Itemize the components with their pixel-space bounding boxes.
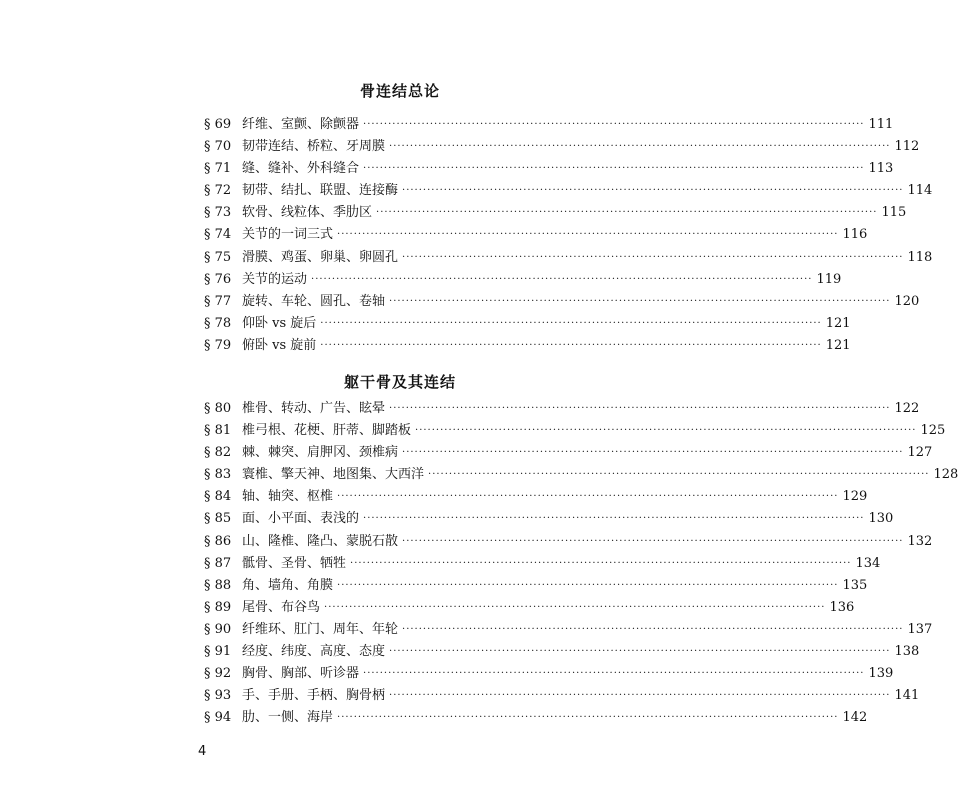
- dot-leader: ························································································································: [337, 229, 839, 241]
- toc-entry[interactable]: [204, 641, 920, 663]
- entry-number: § 93: [204, 688, 232, 704]
- entry-title: 轴、轴突、枢椎: [242, 489, 334, 505]
- entry-number: § 87: [204, 555, 232, 571]
- toc-entry[interactable]: [204, 442, 933, 464]
- entry-page: 137: [907, 621, 933, 637]
- toc-list-joints-general: [204, 114, 933, 357]
- entry-title: 韧带、结扎、联盟、连接酶: [242, 183, 399, 199]
- entry-page: 112: [894, 139, 920, 155]
- dot-leader: ························································································································: [402, 623, 904, 635]
- entry-title: 角、墙角、角膜: [242, 577, 334, 593]
- toc-entry[interactable]: [204, 247, 933, 269]
- entry-number: § 88: [204, 577, 232, 593]
- entry-page: 135: [842, 577, 868, 593]
- dot-leader: ························································································································: [311, 273, 813, 285]
- entry-title: 纤维、室颤、除颤器: [242, 117, 360, 132]
- entry-page: 116: [842, 227, 868, 243]
- entry-title: 旋转、车轮、圆孔、卷轴: [242, 293, 386, 309]
- entry-title: 骶骨、圣骨、牺牲: [242, 555, 347, 571]
- section-title-trunk-bones: 躯干骨及其连结: [343, 373, 456, 391]
- dot-leader: ························································································································: [402, 185, 904, 197]
- entry-title: 韧带连结、桥粒、牙周膜: [242, 139, 386, 155]
- entry-number: § 85: [204, 511, 232, 527]
- entry-page: 136: [829, 599, 855, 615]
- dot-leader: ························································································································: [389, 295, 891, 307]
- toc-entry[interactable]: [204, 136, 920, 158]
- toc-entry[interactable]: [204, 269, 842, 291]
- entry-number: § 78: [204, 315, 232, 331]
- entry-number: § 94: [204, 710, 232, 726]
- dot-leader: ························································································································: [389, 403, 891, 414]
- entry-number: § 77: [204, 293, 232, 309]
- entry-page: 128: [933, 467, 958, 483]
- entry-number: § 89: [204, 599, 232, 615]
- entry-page: 125: [920, 423, 946, 439]
- entry-title: 仰卧 vs 旋后: [242, 315, 317, 331]
- entry-title: 关节的一词三式: [242, 227, 334, 243]
- entry-title: 面、小平面、表浅的: [242, 511, 360, 527]
- entry-number: § 84: [204, 489, 232, 505]
- dot-leader: ························································································································: [415, 425, 917, 437]
- toc-entry[interactable]: [204, 508, 894, 530]
- entry-title: 俯卧 vs 旋前: [242, 337, 317, 353]
- entry-number: § 74: [204, 227, 232, 243]
- toc-entry[interactable]: [204, 114, 894, 136]
- toc-entry[interactable]: [204, 619, 933, 641]
- entry-page: 119: [816, 271, 842, 287]
- toc-entry[interactable]: [204, 224, 868, 246]
- dot-leader: ························································································································: [363, 513, 865, 525]
- toc-entry[interactable]: [204, 398, 920, 420]
- dot-leader: ························································································································: [363, 668, 865, 680]
- entry-number: § 80: [204, 401, 232, 416]
- entry-number: § 79: [204, 337, 232, 353]
- entry-title: 软骨、线粒体、季肋区: [242, 205, 373, 221]
- entry-number: § 86: [204, 533, 232, 549]
- entry-page: 139: [868, 666, 894, 682]
- entry-number: § 75: [204, 249, 232, 265]
- entry-title: 寰椎、擎天神、地图集、大西洋: [242, 467, 425, 483]
- entry-page: 122: [894, 401, 920, 416]
- entry-page: 121: [825, 337, 851, 353]
- entry-title: 纤维环、肛门、周年、年轮: [242, 621, 399, 637]
- entry-number: § 69: [204, 117, 232, 132]
- entry-title: 手、手册、手柄、胸骨柄: [242, 688, 386, 704]
- entry-title: 缝、缝补、外科缝合: [242, 161, 360, 177]
- entry-page: 130: [868, 511, 894, 527]
- entry-page: 120: [894, 293, 920, 309]
- toc-entry[interactable]: [204, 202, 907, 224]
- dot-leader: ························································································································: [376, 207, 878, 219]
- entry-page: 111: [868, 117, 894, 132]
- section-title-joints-general: 骨连结总论: [359, 82, 440, 100]
- entry-page: 134: [855, 555, 881, 571]
- toc-entry[interactable]: [204, 685, 920, 707]
- entry-title: 尾骨、布谷鸟: [242, 599, 321, 615]
- dot-leader: ························································································································: [350, 557, 852, 569]
- entry-number: § 73: [204, 205, 232, 221]
- dot-leader: ························································································································: [320, 339, 822, 351]
- entry-title: 滑膜、鸡蛋、卵巢、卵圆孔: [242, 249, 399, 265]
- dot-leader: ························································································································: [389, 141, 891, 153]
- entry-number: § 92: [204, 666, 232, 682]
- toc-entry[interactable]: [204, 486, 868, 508]
- entry-page: 142: [842, 710, 868, 726]
- entry-number: § 71: [204, 161, 232, 177]
- entry-page: 113: [868, 161, 894, 177]
- toc-entry[interactable]: [204, 291, 920, 313]
- toc-entry[interactable]: [204, 553, 881, 575]
- dot-leader: ························································································································: [389, 646, 891, 658]
- dot-leader: ························································································································: [363, 163, 865, 175]
- toc-entry[interactable]: [204, 313, 851, 335]
- entry-page: 132: [907, 533, 933, 549]
- dot-leader: ························································································································: [402, 251, 904, 263]
- entry-title: 山、隆椎、隆凸、蒙脱石散: [242, 533, 399, 549]
- entry-page: 118: [907, 249, 933, 265]
- dot-leader: ························································································································: [337, 579, 839, 591]
- toc-entry[interactable]: [204, 663, 894, 685]
- toc-entry[interactable]: [204, 531, 933, 553]
- toc-entry[interactable]: [204, 158, 894, 180]
- entry-title: 经度、纬度、高度、态度: [242, 644, 386, 660]
- dot-leader: ························································································································: [324, 601, 826, 613]
- entry-page: 114: [907, 183, 933, 199]
- entry-number: § 72: [204, 183, 232, 199]
- toc-entry[interactable]: [204, 420, 946, 442]
- dot-leader: ························································································································: [428, 469, 930, 481]
- entry-number: § 83: [204, 467, 232, 483]
- toc-entry[interactable]: [204, 707, 868, 729]
- entry-number: § 82: [204, 445, 232, 461]
- dot-leader: ························································································································: [363, 119, 865, 130]
- dot-leader: ························································································································: [402, 535, 904, 547]
- toc-entry[interactable]: [204, 575, 868, 597]
- entry-number: § 81: [204, 423, 232, 439]
- toc-entry[interactable]: [204, 335, 851, 357]
- entry-title: 椎骨、转动、广告、眩晕: [242, 401, 386, 416]
- entry-title: 棘、棘突、肩胛冈、颈椎病: [242, 445, 399, 461]
- entry-page: 141: [894, 688, 920, 704]
- entry-title: 关节的运动: [242, 271, 308, 287]
- entry-title: 椎弓根、花梗、肝蒂、脚踏板: [242, 423, 412, 439]
- page-number: 4: [198, 744, 207, 759]
- entry-number: § 90: [204, 621, 232, 637]
- toc-entry[interactable]: [204, 597, 855, 619]
- entry-number: § 76: [204, 271, 232, 287]
- toc-entry[interactable]: [204, 464, 958, 486]
- dot-leader: ························································································································: [402, 447, 904, 459]
- entry-number: § 70: [204, 139, 232, 155]
- dot-leader: ························································································································: [389, 690, 891, 702]
- dot-leader: ························································································································: [320, 317, 822, 329]
- entry-page: 127: [907, 445, 933, 461]
- entry-page: 115: [881, 205, 907, 221]
- dot-leader: ························································································································: [337, 712, 839, 724]
- entry-page: 129: [842, 489, 868, 505]
- entry-title: 肋、一侧、海岸: [242, 710, 334, 726]
- entry-page: 121: [825, 315, 851, 331]
- entry-title: 胸骨、胸部、听诊器: [242, 666, 360, 682]
- toc-list-trunk-bones: [204, 398, 958, 729]
- entry-page: 138: [894, 644, 920, 660]
- entry-number: § 91: [204, 644, 232, 660]
- toc-entry[interactable]: [204, 180, 933, 202]
- dot-leader: ························································································································: [337, 491, 839, 503]
